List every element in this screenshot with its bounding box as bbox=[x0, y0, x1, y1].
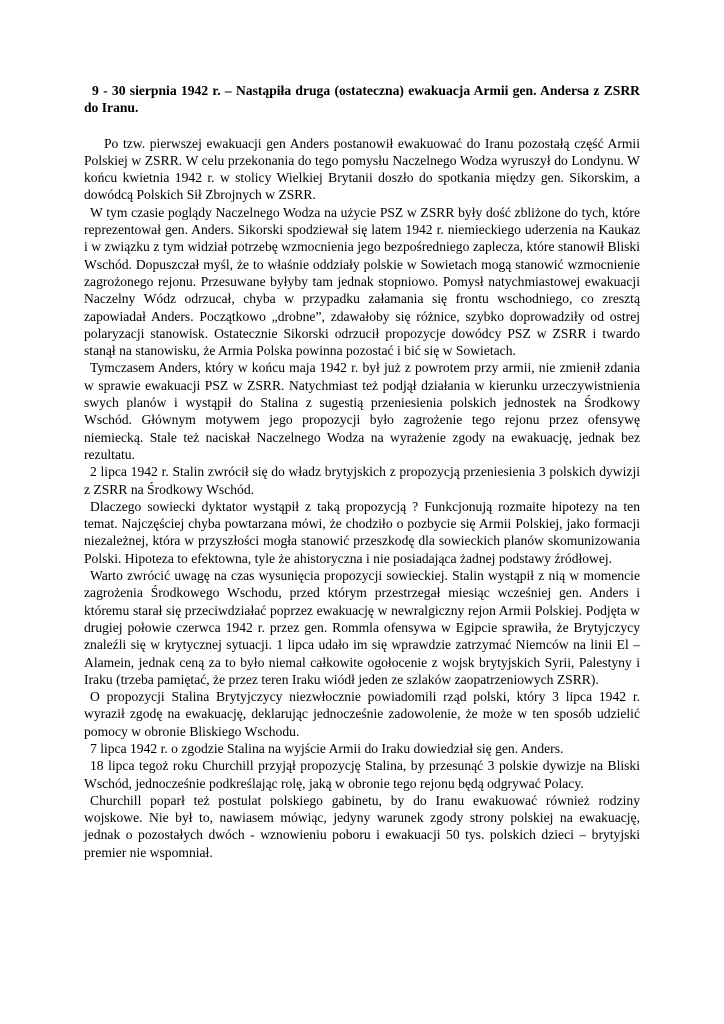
paragraph-8: 7 lipca 1942 r. o zgodzie Stalina na wyjście Armii do Iraku dowiedział się gen. Anders. bbox=[90, 740, 564, 756]
paragraph-9: 18 lipca tegoż roku Churchill przyjął propozycję Stalina, by przesunąć 3 polskie dywizje na Bliski Wschód, jednocześnie podkreślając rolę, jaką w obronie tego rejonu będą odgrywać Polacy. bbox=[84, 758, 640, 791]
paragraph-1: Po tzw. pierwszej ewakuacji gen Anders postanowił ewakuować do Iranu pozostałą część Armii Polskiej w ZSRR. W celu przekonania do tego pomysłu Naczelnego Wodza wyruszył do Londynu. W końcu kwietnia 1942 r. w stolicy Wielkiej Brytanii doszło do spotkania między gen. Sikorskim, a dowódcą Polskich Sił Zbrojnych w ZSRR. bbox=[84, 135, 640, 203]
document-heading: 9 - 30 sierpnia 1942 r. – Nastąpiła druga (ostateczna) ewakuacja Armii gen. Andersa z ZSRR do Iranu. bbox=[84, 83, 640, 116]
paragraph-5: Dlaczego sowiecki dyktator wystąpił z taką propozycją ? Funkcjonują rozmaite hipotezy na ten temat. Najczęściej chyba powtarzana mówi, że chodziło o pozbycie się Armii Polskiej, jako formacji niezależnej, która w przyszłości mogła stanowić przeszkodę dla sowieckich planów skomunizowania Polski. Hipoteza to efektowna, tyle że ahistoryczna i nie posiadająca żadnej podstawy źródłowej. bbox=[84, 498, 640, 566]
paragraph-10: Churchill poparł też postulat polskiego gabinetu, by do Iranu ewakuować również rodziny wojskowe. Nie był to, nawiasem mówiąc, jedyny warunek zgody strony polskiej na ewakuację, jednak o pozostałych dwóch - wznowieniu poboru i ewakuacji 50 tys. polskich dzieci – brytyjski premier nie wspomniał. bbox=[84, 792, 640, 860]
paragraph-3: Tymczasem Anders, który w końcu maja 1942 r. był już z powrotem przy armii, nie zmienił zdania w sprawie ewakuacji PSZ w ZSRR. Natychmiast też podjął działania w kierunku urzeczywistnienia swych planów i wystąpił do Stalina z sugestią przeniesienia polskich jednostek na Środkowy Wschód. Głównym motywem jego propozycji było zagrożenie tego rejonu przez ofensywę niemiecką. Stale też naciskał Naczelnego Wodza na wyrażenie zgody na ewakuację, jednak bez rezultatu. bbox=[84, 360, 640, 462]
paragraph-2: W tym czasie poglądy Naczelnego Wodza na użycie PSZ w ZSRR były dość zbliżone do tych, które reprezentował gen. Anders. Sikorski spodziewał się latem 1942 r. niemieckiego uderzenia na Kaukaz i w związku z tym widział potrzebę wzmocnienia jego bezpośredniego zaplecza, które stanowił Bliski Wschód. Dopuszczał myśl, że to właśnie oddziały polskie w Sowietach mogą stanowić wzmocnienie zagrożonego rejonu. Przesuwane byłyby tam jednak stopniowo. Pomysł natychmiastowej ewakuacji Naczelny Wódz odrzucał, chyba w przypadku załamania się frontu wschodniego, co zresztą zapowiadał Anders. Początkowo „drobne”, zdawałoby się różnice, szybko doprowadziły od ostrej polaryzacji stanowisk. Ostatecznie Sikorski odrzucił propozycje dowódcy PSZ w ZSRR i twardo stanął na stanowisku, że Armia Polska powinna pozostać i bić się w Sowietach. bbox=[84, 204, 640, 359]
paragraph-7: O propozycji Stalina Brytyjczycy niezwłocznie powiadomili rząd polski, który 3 lipca 1942 r. wyraził zgodę na ewakuację, deklarując jednocześnie zadowolenie, że może w ten sposób udzielić pomocy w obronie Bliskiego Wschodu. bbox=[84, 689, 640, 739]
document-page bbox=[84, 82, 640, 861]
paragraph-4: 2 lipca 1942 r. Stalin zwrócił się do władz brytyjskich z propozycją przeniesienia 3 polskich dywizji z ZSRR na Środkowy Wschód. bbox=[84, 464, 640, 497]
paragraph-6: Warto zwrócić uwagę na czas wysunięcia propozycji sowieckiej. Stalin wystąpił z nią w momencie zagrożenia Środkowego Wschodu, przed którym przestrzegał miesiąc wcześniej gen. Anders i któremu starał się przeciwdziałać poprzez ewakuację w newralgiczny rejon Armii Polskiej. Podjęta w drugiej połowie czerwca 1942 r. przez gen. Rommla ofensywa w Egipcie sprawiła, że Brytyjczycy znaleźli się w krytycznej sytuacji. 1 lipca udało im się wprawdzie zatrzymać Niemców na linii El – Alamein, jednak ceną za to było niemal całkowite ogołocenie z wojsk brytyjskich Syrii, Palestyny i Iraku (trzeba pamiętać, że przez teren Iraku wiódł jeden ze szlaków zaopatrzeniowych ZSRR). bbox=[84, 568, 640, 687]
